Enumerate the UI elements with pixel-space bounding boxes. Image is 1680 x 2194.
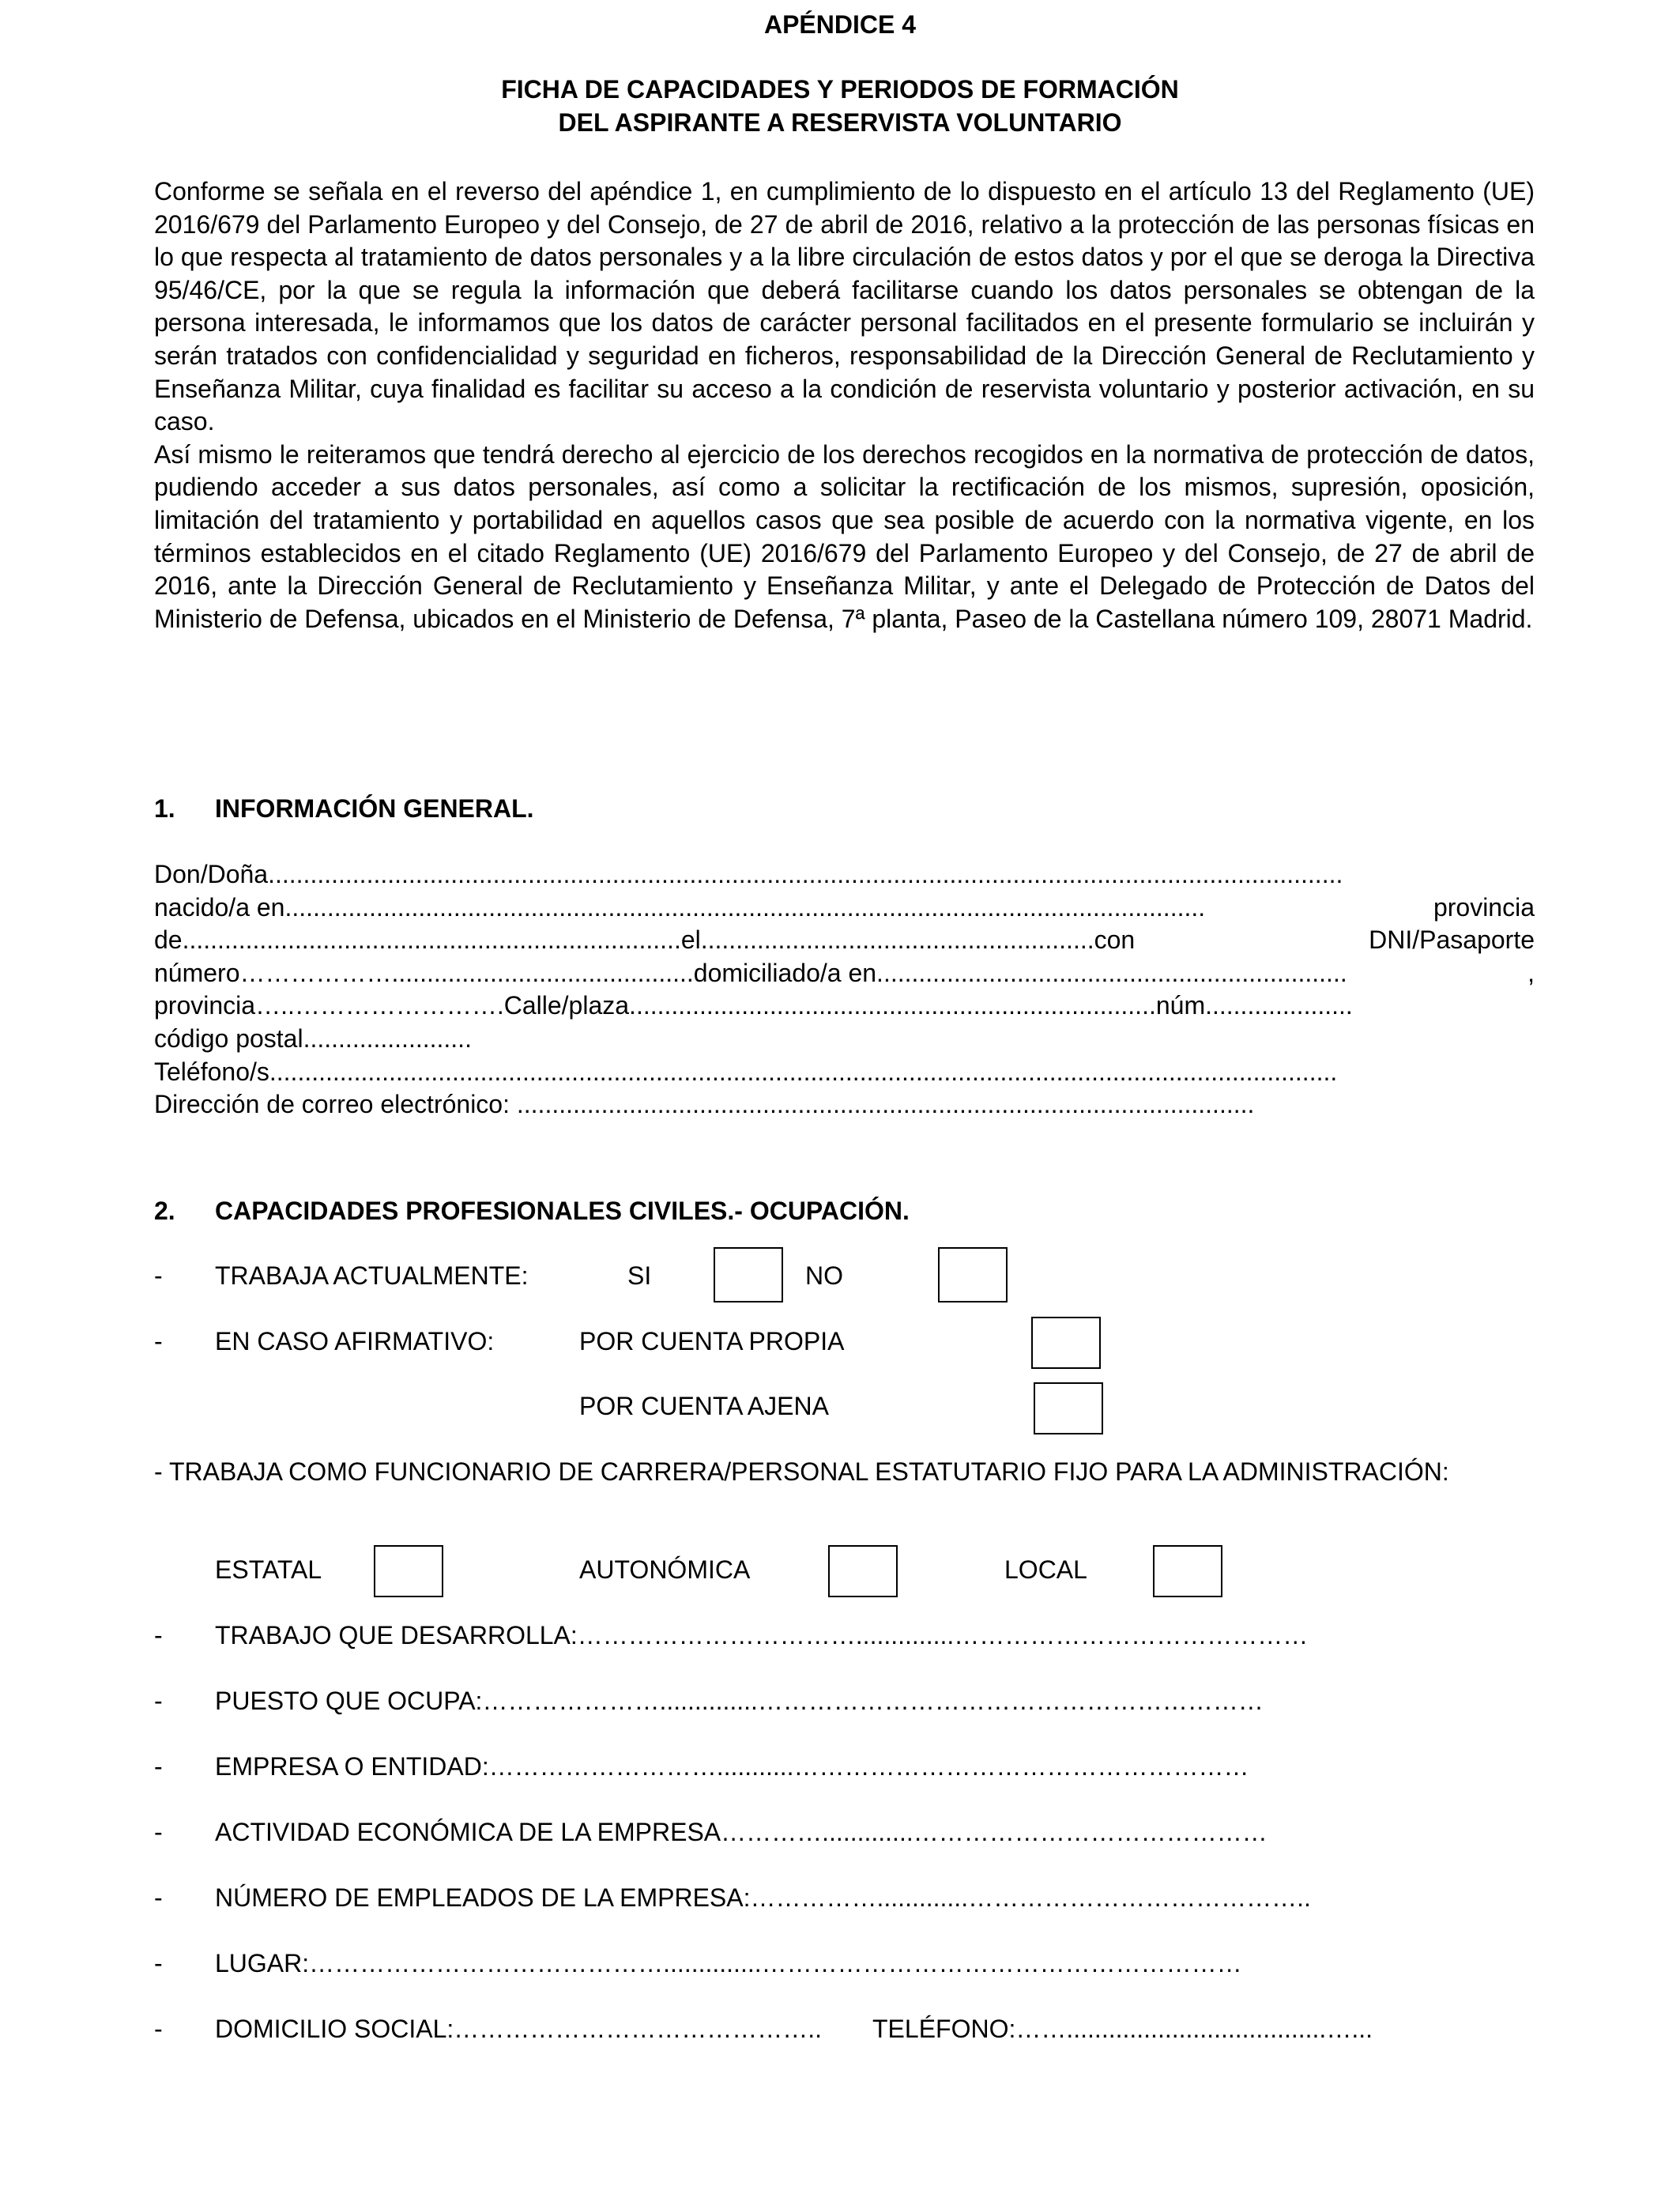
self-employed-label: POR CUENTA PROPIA (579, 1327, 845, 1355)
employed-by-others-checkbox[interactable] (1034, 1382, 1103, 1434)
notice-paragraph-1: Conforme se señala en el reverso del apéndice 1, en cumplimiento de lo dispuesto en el artículo 13 del Reglamento (UE) 2016/679 del Parlamento Europeo y del Consejo, de 27 de abril de 2016, relativo a la protección de las personas físicas en lo que respecta al tratamiento de datos personales y a la libre circulación de estos datos y por el que se deroga la Directiva 95/46/CE, por la que se regula la información que deberá facilitarse cuando los datos personales se obtengan de la persona interesada, le informamos que los datos de carácter personal facilitados en el presente formulario se incluirán y serán tratados con confidencialidad y seguridad en ficheros, responsabilidad de la Dirección General de Reclutamiento y Enseñanza Militar, cuya finalidad es facilitar su acceso a la condición de reservista voluntario y posterior activación, en su caso. (154, 177, 1535, 436)
bullet-dash: - (154, 2015, 163, 2043)
yes-checkbox[interactable] (714, 1247, 783, 1302)
general-info-form (154, 858, 1535, 1122)
self-employed-checkbox[interactable] (1031, 1317, 1101, 1369)
notice-paragraph-2: Así mismo le reiteramos que tendrá derecho al ejercicio de los derechos recogidos en la normativa de protección de datos, pudiendo acceder a sus datos personales, así como a solicitar la rectificación de los mismos, supresión, oposición, limitación del tratamiento y portabilidad en aquellos casos que sea posible de acuerdo con la normativa vigente, en los términos establecidos en el citado Reglamento (UE) 2016/679 del Parlamento Europeo y del Consejo, de 27 de abril de 2016, ante la Dirección General de Reclutamiento y Enseñanza Militar, y ante el Delegado de Protección de Datos del Ministerio de Defensa, ubicados en el Ministerio de Defensa, 7ª planta, Paseo de la Castellana número 109, 28071 Madrid. (154, 439, 1535, 633)
dni-passport-label: DNI/Pasaporte (1369, 925, 1535, 955)
section-1-title: INFORMACIÓN GENERAL. (215, 794, 534, 823)
birthplace-field-row[interactable] (154, 892, 1535, 925)
appendix-heading: APÉNDICE 4 (763, 10, 917, 39)
birth-province-date-field[interactable]: de.......................................................................el........................................................con (154, 925, 1136, 955)
currently-working-label: TRABAJA ACTUALMENTE: (215, 1261, 529, 1290)
employee-count-field[interactable]: NÚMERO DE EMPLEADOS DE LA EMPRESA:…………….............………………………………….. (215, 1883, 1311, 1912)
if-yes-label: EN CASO AFIRMATIVO: (215, 1327, 495, 1355)
bullet-dash: - (154, 1327, 163, 1355)
birth-province-date-row[interactable] (154, 924, 1535, 957)
bullet-dash: - (154, 1883, 163, 1912)
postal-code-field[interactable]: código postal........................ (154, 1023, 472, 1053)
id-number-address-row[interactable] (154, 957, 1535, 990)
province-street-number-field[interactable]: provincia…..…………………….Calle/plaza...........................................................................núm..................... (154, 991, 1353, 1020)
bullet-dash: - (154, 1818, 163, 1846)
comma-separator: , (1527, 958, 1535, 987)
bullet-dash: - (154, 1621, 163, 1649)
company-phone-field[interactable]: TELÉFONO:…….....................................…... (872, 2015, 1373, 2043)
company-field[interactable]: EMPRESA O ENTIDAD:………………………...........……………………………………………… (215, 1752, 1249, 1781)
section-2-number: 2. (154, 1197, 175, 1225)
yes-label: SI (627, 1261, 652, 1290)
id-number-domicile-field[interactable]: número………………...........................................domiciliado/a en................................................................... (154, 958, 1347, 987)
document-title-line1: FICHA DE CAPACIDADES Y PERIODOS DE FORMACIÓN (501, 75, 1179, 104)
local-label: LOCAL (1004, 1555, 1087, 1584)
section-2-title: CAPACIDADES PROFESIONALES CIVILES.- OCUPACIÓN. (215, 1197, 910, 1225)
regional-label: AUTONÓMICA (579, 1555, 751, 1584)
province-label: provincia (1433, 892, 1535, 922)
bullet-dash: - (154, 1687, 163, 1715)
document-title-line2: DEL ASPIRANTE A RESERVISTA VOLUNTARIO (558, 108, 1122, 137)
phone-field[interactable]: Teléfono/s........................................................................................................................................................ (154, 1057, 1338, 1086)
state-checkbox[interactable] (374, 1545, 443, 1597)
employed-by-others-label: POR CUENTA AJENA (579, 1392, 829, 1420)
position-field[interactable]: PUESTO QUE OCUPA:…………………..............…………………………………………………… (215, 1687, 1264, 1715)
civil-servant-question: - TRABAJA COMO FUNCIONARIO DE CARRERA/PERSONAL ESTATUTARIO FIJO PARA LA ADMINISTRACIÓN: (154, 1457, 1449, 1486)
location-field[interactable]: LUGAR:……………………………………..............………………………………………………… (215, 1949, 1242, 1977)
local-checkbox[interactable] (1153, 1545, 1222, 1597)
state-label: ESTATAL (215, 1555, 322, 1584)
no-label: NO (805, 1261, 843, 1290)
section-1-number: 1. (154, 794, 175, 823)
name-field[interactable]: Don/Doña......................................................................................................................................................... (154, 860, 1343, 888)
bullet-dash: - (154, 1261, 163, 1290)
birthplace-field[interactable]: nacido/a en................................................................................................................................... (154, 892, 1206, 922)
bullet-dash: - (154, 1752, 163, 1781)
email-field[interactable]: Dirección de correo electrónico: ......................................................................................................... (154, 1090, 1255, 1119)
data-protection-notice (154, 175, 1535, 635)
registered-address-field[interactable]: DOMICILIO SOCIAL:…………………………………….. (215, 2015, 823, 2043)
job-description-field[interactable]: TRABAJO QUE DESARROLLA:……………………………..............…………………………………… (215, 1621, 1309, 1649)
economic-activity-field[interactable]: ACTIVIDAD ECONÓMICA DE LA EMPRESA………….............…………………………………… (215, 1818, 1268, 1846)
no-checkbox[interactable] (938, 1247, 1008, 1302)
bullet-dash: - (154, 1949, 163, 1977)
regional-checkbox[interactable] (828, 1545, 898, 1597)
